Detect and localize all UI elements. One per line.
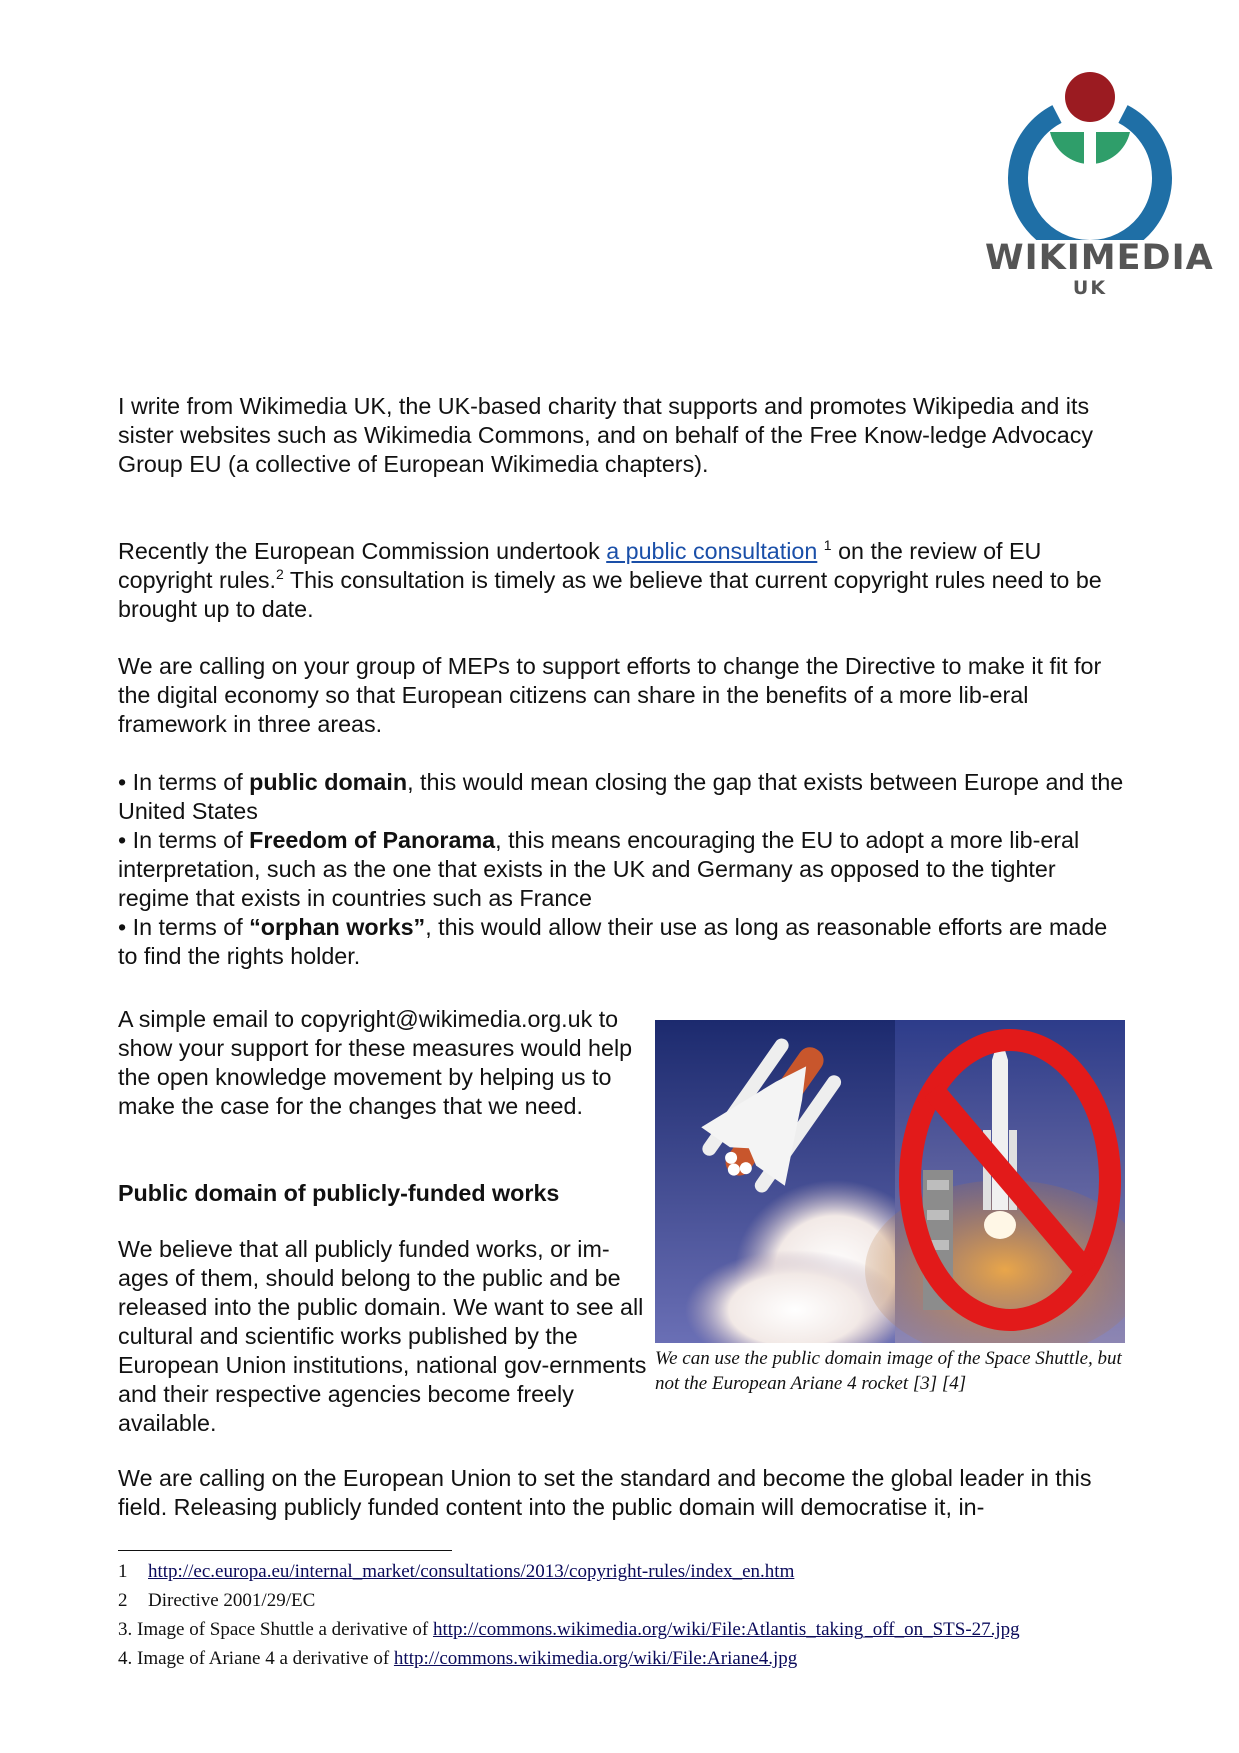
footnote-separator [118,1550,452,1551]
wikimedia-uk-logo [985,70,1214,300]
logo-wordmark: WIKIMEDIA [985,238,1214,278]
consultation-text-mid: on the review of EU copyright rules. [118,538,1042,593]
consultation-text-start: Recently the European Commission undertook [118,538,607,564]
footnote-4-link[interactable]: http://commons.wikimedia.org/wiki/File:Ariane4.jpg [393,1648,798,1669]
figure-caption: We can use the public domain image of the Space Shuttle, but not the European Ariane 4 rocket [3] [4] [655,1348,1122,1394]
footnote-4: 4. Image of Ariane 4 a derivative of http://commons.wikimedia.org/wiki/File:Ariane4.jpg [118,1648,798,1669]
footnote-ref-1: 1 [823,537,832,554]
consultation-paragraph [118,537,1128,624]
footnote-1: 1 http://ec.europa.eu/internal_market/consultations/2013/copyright-rules/index_en.htm [118,1561,795,1582]
footnote-ref-2: 2 [275,566,284,583]
bullet-freedom-of-panorama: • In terms of Freedom of Panorama, this means encouraging the EU to adopt a more lib-eral interpretation, such as the one that exists in the UK and Germany as opposed to the tighter regime that exists in countries such as France [118,827,1080,911]
bullet-list [118,768,1128,971]
email-paragraph: A simple email to copyright@wikimedia.org.uk to show your support for these measures would help the open knowledge movement by helping us to make the case for the changes that we need. [118,1006,633,1119]
global-leader-paragraph: We are calling on the European Union to set the standard and become the global leader in this field. Releasing publicly funded content into the public domain will democratise it, in- [118,1465,1092,1520]
public-consultation-link[interactable]: a public consultation [606,538,818,564]
footnote-1-link[interactable]: http://ec.europa.eu/internal_market/consultations/2013/copyright-rules/index_en.htm [148,1561,795,1582]
bullet-public-domain: • In terms of public domain, this would mean closing the gap that exists between Europe and the United States [118,769,1124,824]
footnote-2: 2 Directive 2001/29/EC [118,1590,316,1611]
section-heading: Public domain of publicly-funded works [118,1180,560,1206]
shuttle-ariane-figure [655,1020,1125,1343]
public-funded-paragraph: We believe that all publicly funded works, or im-ages of them, should belong to the public and be released into the public domain. We want to see all cultural and scientific works published by the European Union institutions, national gov-ernments and their respective agencies become freely available. [118,1236,647,1436]
meps-paragraph: We are calling on your group of MEPs to support efforts to change the Directive to make it fit for the digital economy so that European citizens can share in the benefits of a more lib-eral framework in three areas. [118,653,1102,737]
wikimedia-emblem-icon [1005,70,1175,240]
bullet-orphan-works: • In terms of “orphan works”, this would allow their use as long as reasonable efforts are made to find the rights holder. [118,914,1108,969]
footnotes [118,1557,1128,1673]
logo-subtitle: UK [1072,277,1108,299]
footnote-3: 3. Image of Space Shuttle a derivative of http://commons.wikimedia.org/wiki/File:Atlantis_taking_off_on_STS-27.jpg [118,1619,1020,1640]
consultation-text-end: This consultation is timely as we believe that current copyright rules need to be brought up to date. [118,567,1102,622]
footnote-3-link[interactable]: http://commons.wikimedia.org/wiki/File:Atlantis_taking_off_on_STS-27.jpg [432,1619,1020,1640]
intro-paragraph: I write from Wikimedia UK, the UK-based charity that supports and promotes Wikipedia and its sister websites such as Wikimedia Commons, and on behalf of the Free Know-ledge Advocacy Group EU (a collective of European Wikimedia chapters). [118,393,1094,477]
